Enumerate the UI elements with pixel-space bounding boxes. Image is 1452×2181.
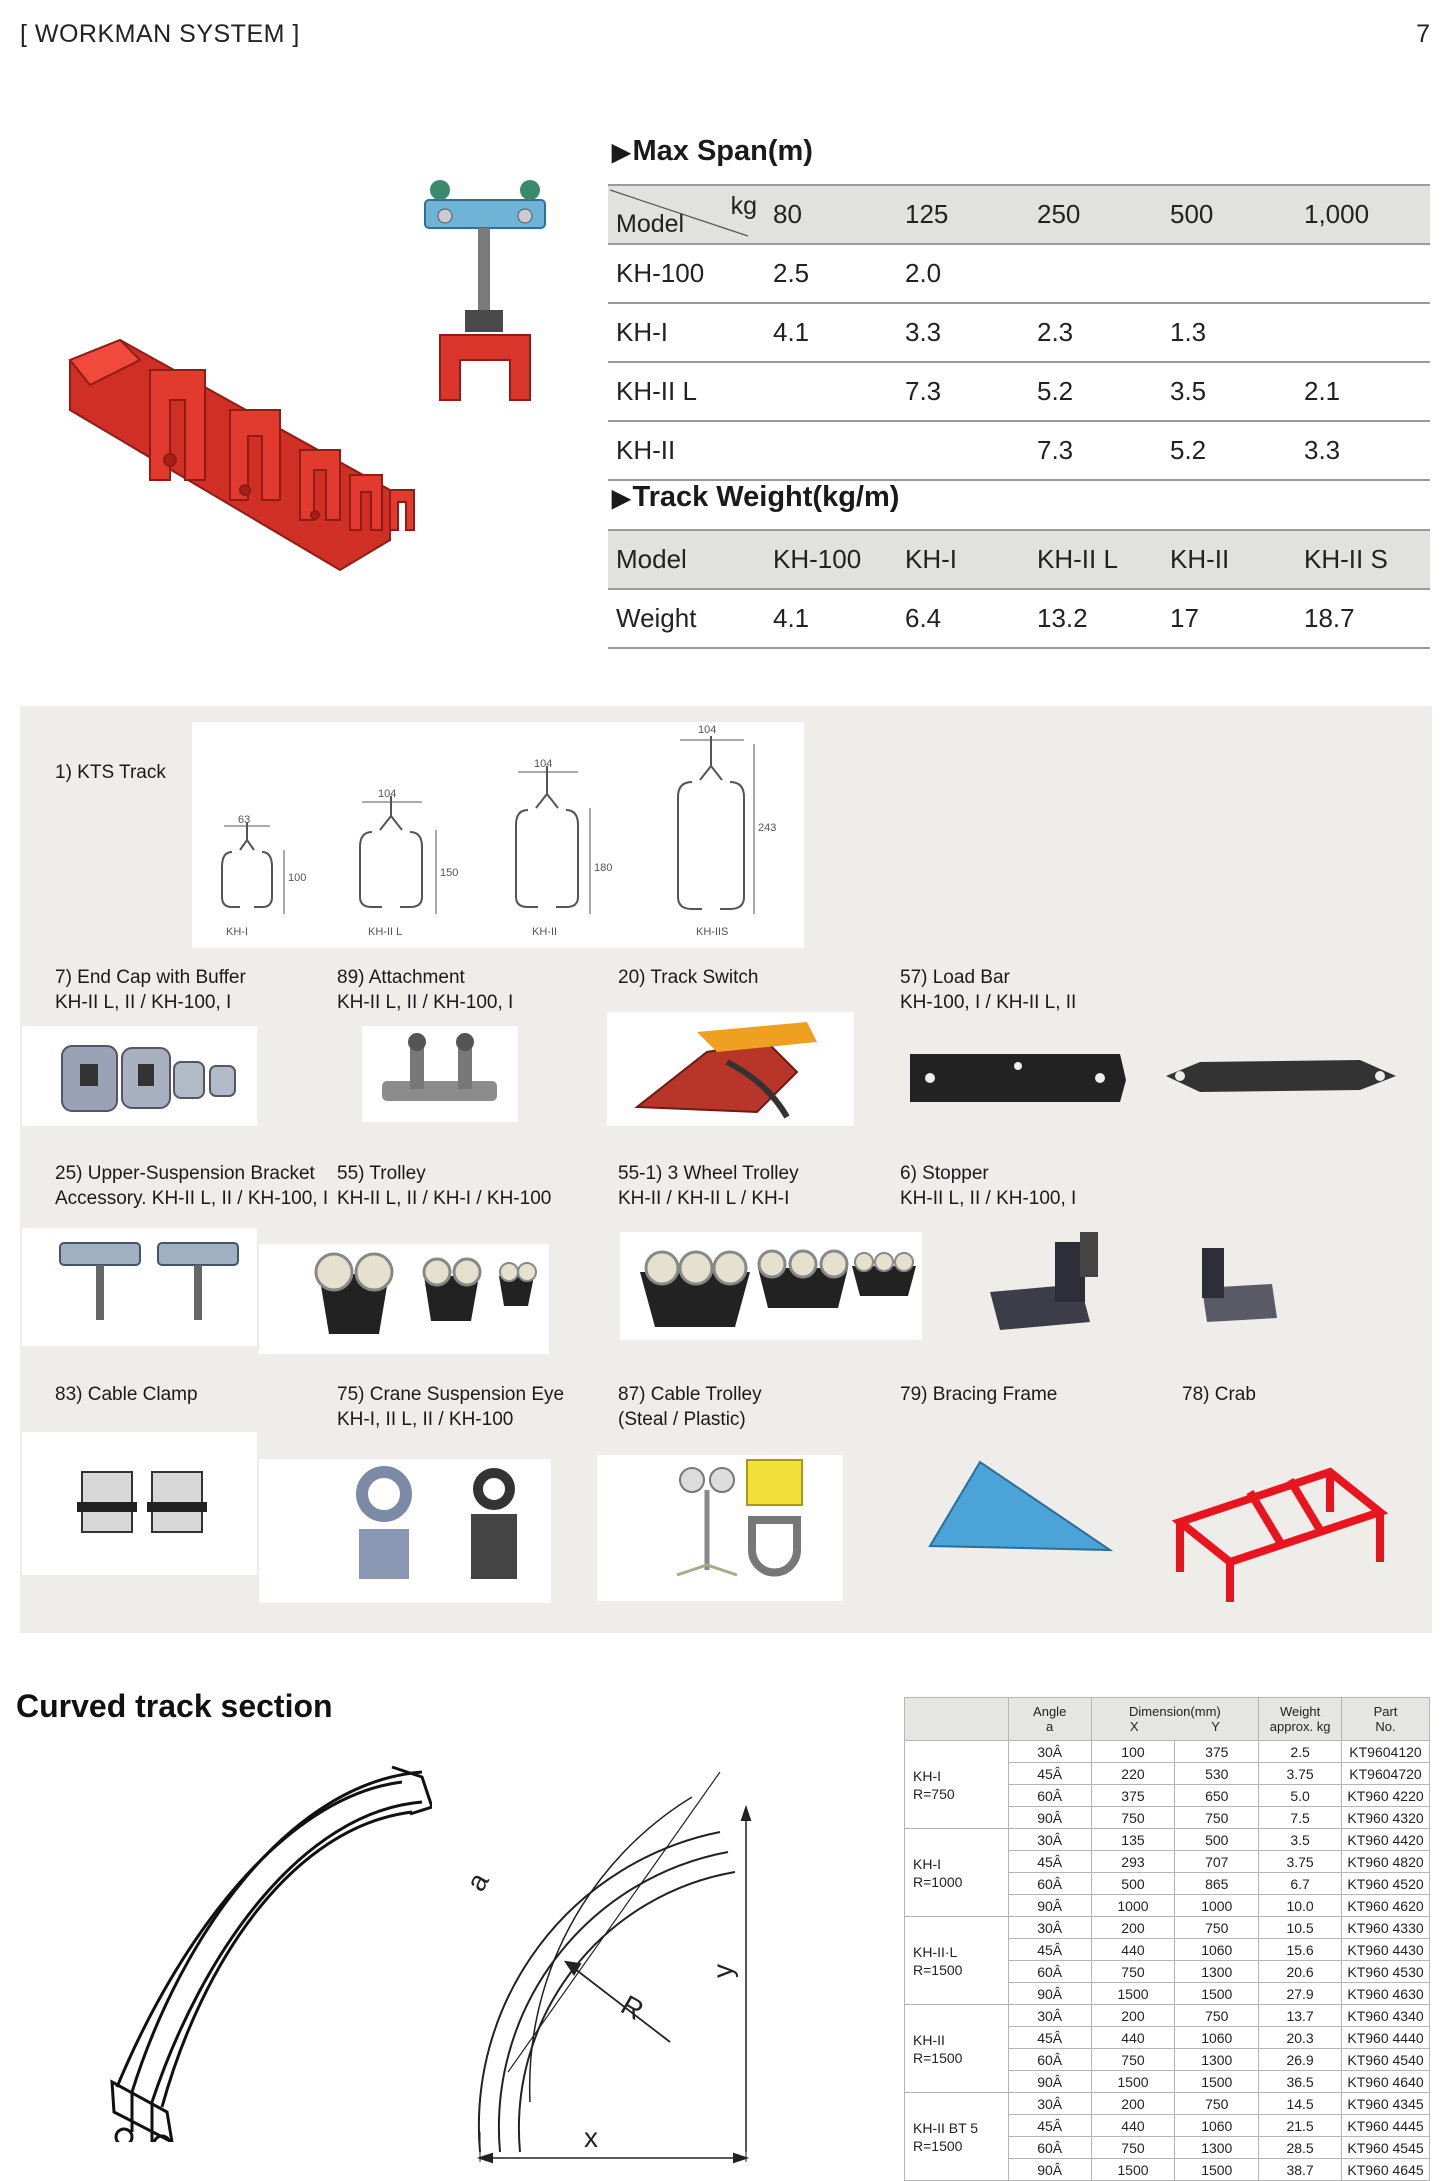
load-header: 250 — [1029, 185, 1162, 244]
cable-trolley-caption: 87) Cable Trolley (Steal / Plastic) — [618, 1384, 762, 1430]
curve-row — [905, 1829, 1430, 1851]
profile-width: 104 — [698, 724, 717, 736]
crane-suspension-eye-photo — [259, 1459, 551, 1603]
curve-cell: 200 — [1091, 2005, 1175, 2027]
curve-cell: 30Â — [1008, 1917, 1091, 1939]
curve-cell: 1000 — [1175, 1895, 1259, 1917]
three-wheel-trolley-caption: 55-1) 3 Wheel Trolley KH-II / KH-II L / KH-I — [618, 1163, 799, 1209]
curve-cell: 3.75 — [1259, 1851, 1342, 1873]
curve-cell: 707 — [1175, 1851, 1259, 1873]
load-bar-photo-2 — [1160, 1046, 1400, 1106]
curve-cell: KT960 4430 — [1342, 1939, 1430, 1961]
curve-cell: KT960 4540 — [1342, 2049, 1430, 2071]
load-header: 1,000 — [1296, 185, 1430, 244]
kts-profiles-drawing — [192, 722, 804, 948]
curve-cell: 2.5 — [1259, 1741, 1342, 1763]
curve-cell: 135 — [1091, 1829, 1175, 1851]
curve-cell: 15.6 — [1259, 1939, 1342, 1961]
track-weight-row: Weight 4.1 6.4 13.2 17 18.7 — [608, 589, 1430, 648]
curve-cell: 14.5 — [1259, 2093, 1342, 2115]
curve-cell: 750 — [1175, 2005, 1259, 2027]
curve-cell: 530 — [1175, 1763, 1259, 1785]
curve-cell: 13.7 — [1259, 2005, 1342, 2027]
curve-cell: 440 — [1091, 2115, 1175, 2137]
curve-cell: KT9604120 — [1342, 1741, 1430, 1763]
curved-section-title: Curved track section — [16, 1688, 333, 1724]
load-header: 500 — [1162, 185, 1296, 244]
curve-cell: KT960 4320 — [1342, 1807, 1430, 1829]
max-span-table — [608, 184, 1430, 481]
curve-cell: 45Â — [1008, 1851, 1091, 1873]
curve-cell: 1500 — [1175, 2159, 1259, 2181]
curved-track-geometry-diagram — [470, 1752, 770, 2172]
curve-cell: 45Â — [1008, 1763, 1091, 1785]
cable-clamp-photo — [22, 1432, 257, 1575]
curve-cell: 1060 — [1175, 2027, 1259, 2049]
label-R: R — [615, 1989, 649, 2027]
track-weight-table — [608, 529, 1430, 649]
max-span-row: KH-II L 7.3 5.2 3.5 2.1 — [608, 362, 1430, 421]
curve-cell: 1300 — [1175, 2049, 1259, 2071]
curve-cell: 38.7 — [1259, 2159, 1342, 2181]
curve-group-label: KH-II BT 5 R=1500 — [905, 2093, 1009, 2181]
curve-cell: 30Â — [1008, 1829, 1091, 1851]
curve-cell: 60Â — [1008, 2049, 1091, 2071]
max-span-title: ▶Max Span(m) — [612, 135, 813, 167]
curve-cell: 20.6 — [1259, 1961, 1342, 1983]
bracing-frame-photo — [920, 1456, 1120, 1556]
load-bar-caption: 57) Load Bar KH-100, I / KH-II L, II — [900, 967, 1077, 1013]
model-cell: KH-I — [608, 303, 765, 362]
curve-cell: 10.5 — [1259, 1917, 1342, 1939]
curve-cell: KT960 4440 — [1342, 2027, 1430, 2049]
profile-width: 104 — [534, 758, 553, 770]
curve-cell: KT960 4640 — [1342, 2071, 1430, 2093]
profile-width: 63 — [238, 814, 251, 826]
stopper-photo-1 — [970, 1222, 1120, 1340]
curve-cell: 1500 — [1091, 2071, 1175, 2093]
curve-cell: 750 — [1091, 1961, 1175, 1983]
curve-cell: 500 — [1091, 1873, 1175, 1895]
brand-header: [ WORKMAN SYSTEM ] — [20, 20, 300, 48]
track-switch-caption: 20) Track Switch — [618, 967, 759, 988]
curve-cell: 60Â — [1008, 1961, 1091, 1983]
profile-height: 100 — [288, 872, 307, 884]
profile-height: 150 — [440, 867, 459, 879]
curve-group-label: KH-II·L R=1500 — [905, 1917, 1009, 2005]
curve-cell: 750 — [1175, 1807, 1259, 1829]
curve-cell: 36.5 — [1259, 2071, 1342, 2093]
load-header: 125 — [897, 185, 1029, 244]
curve-cell: KT960 4420 — [1342, 1829, 1430, 1851]
curve-cell: 1500 — [1091, 2159, 1175, 2181]
curve-row — [905, 2005, 1430, 2027]
curve-cell: 5.0 — [1259, 1785, 1342, 1807]
upper-suspension-caption: 25) Upper-Suspension Bracket Accessory. KH-II L, II / KH-100, I — [55, 1163, 329, 1209]
curve-cell: 865 — [1175, 1873, 1259, 1895]
profile-label: KH-II L — [368, 926, 403, 938]
curve-cell: 1060 — [1175, 2115, 1259, 2137]
profile-height: 243 — [758, 822, 777, 834]
stopper-photo-2 — [1182, 1228, 1292, 1338]
attachment-photo — [362, 1026, 518, 1122]
load-header: 80 — [765, 185, 897, 244]
curve-cell: 1500 — [1175, 1983, 1259, 2005]
label-a: a — [460, 1867, 495, 1897]
crab-caption: 78) Crab — [1182, 1384, 1256, 1405]
cable-clamp-caption: 83) Cable Clamp — [55, 1384, 198, 1405]
curve-cell: KT960 4345 — [1342, 2093, 1430, 2115]
curve-cell: 750 — [1175, 2093, 1259, 2115]
trolley-photo — [259, 1244, 549, 1354]
curve-cell: 90Â — [1008, 2071, 1091, 2093]
crane-suspension-eye-caption: 75) Crane Suspension Eye KH-I, II L, II / KH-100 — [337, 1384, 565, 1430]
model-kg-corner-cell: kg Model — [608, 185, 765, 244]
curve-cell: KT960 4620 — [1342, 1895, 1430, 1917]
curve-cell: 7.5 — [1259, 1807, 1342, 1829]
curve-cell: 750 — [1091, 1807, 1175, 1829]
bracing-frame-caption: 79) Bracing Frame — [900, 1384, 1058, 1405]
curve-cell: 60Â — [1008, 1785, 1091, 1807]
kts-track-label: 1) KTS Track — [55, 762, 166, 783]
curve-cell: 440 — [1091, 1939, 1175, 1961]
max-span-row: KH-100 2.5 2.0 — [608, 244, 1430, 303]
curve-cell: 10.0 — [1259, 1895, 1342, 1917]
curve-header-row: Angle a Dimension(mm) X Y Weight approx. kg Part No. — [905, 1698, 1430, 1741]
track-product-photo — [60, 170, 580, 610]
curve-cell: 1300 — [1175, 2137, 1259, 2159]
curve-cell: 90Â — [1008, 1895, 1091, 1917]
track-sections-illustration — [70, 340, 414, 570]
upper-suspension-photo — [22, 1228, 257, 1346]
crab-photo — [1160, 1452, 1390, 1612]
curved-track-3d-drawing — [92, 1752, 432, 2142]
curve-cell: 26.9 — [1259, 2049, 1342, 2071]
curve-cell: KT9604720 — [1342, 1763, 1430, 1785]
curve-cell: KT960 4630 — [1342, 1983, 1430, 2005]
curve-cell: 1000 — [1091, 1895, 1175, 1917]
curve-group-label: KH-II R=1500 — [905, 2005, 1009, 2093]
curve-group-label: KH-I R=1000 — [905, 1829, 1009, 1917]
model-cell: KH-II — [608, 421, 765, 480]
curve-cell: 45Â — [1008, 1939, 1091, 1961]
label-x: x — [584, 2122, 598, 2153]
model-cell: KH-II L — [608, 362, 765, 421]
curve-cell: KT960 4520 — [1342, 1873, 1430, 1895]
curve-cell: 500 — [1175, 1829, 1259, 1851]
curved-track-table — [904, 1697, 1430, 2181]
curve-cell: KT960 4645 — [1342, 2159, 1430, 2181]
curve-cell: 27.9 — [1259, 1983, 1342, 2005]
curve-cell: 90Â — [1008, 2159, 1091, 2181]
track-weight-header-row: Model KH-100 KH-I KH-II L KH-II KH-II S — [608, 530, 1430, 589]
trolley-illustration — [425, 180, 545, 400]
curve-cell: 6.7 — [1259, 1873, 1342, 1895]
max-span-row: KH-I 4.1 3.3 2.3 1.3 — [608, 303, 1430, 362]
curve-cell: 375 — [1091, 1785, 1175, 1807]
curve-cell: 750 — [1175, 1917, 1259, 1939]
label-y: y — [707, 1964, 738, 1978]
curve-cell: KT960 4220 — [1342, 1785, 1430, 1807]
profile-height: 180 — [594, 862, 613, 874]
curve-row — [905, 2093, 1430, 2115]
curve-cell: KT960 4445 — [1342, 2115, 1430, 2137]
page-number: 7 — [1416, 20, 1430, 48]
curve-cell: KT960 4330 — [1342, 1917, 1430, 1939]
profile-label: KH-I — [226, 926, 248, 938]
curve-cell: 220 — [1091, 1763, 1175, 1785]
curve-cell: 200 — [1091, 1917, 1175, 1939]
end-cap-caption: 7) End Cap with Buffer KH-II L, II / KH-100, I — [55, 967, 246, 1013]
curve-cell: 3.75 — [1259, 1763, 1342, 1785]
profile-label: KH-II — [532, 926, 558, 938]
curve-cell: 30Â — [1008, 1741, 1091, 1763]
curve-cell: 293 — [1091, 1851, 1175, 1873]
curve-cell: 750 — [1091, 2049, 1175, 2071]
curve-cell: 1300 — [1175, 1961, 1259, 1983]
trolley-caption: 55) Trolley KH-II L, II / KH-I / KH-100 — [337, 1163, 552, 1209]
stopper-caption: 6) Stopper KH-II L, II / KH-100, I — [900, 1163, 1077, 1209]
curve-cell: 20.3 — [1259, 2027, 1342, 2049]
curve-cell: KT960 4340 — [1342, 2005, 1430, 2027]
load-bar-photo-1 — [900, 1040, 1136, 1116]
curve-row — [905, 1741, 1430, 1763]
three-wheel-trolley-photo — [620, 1232, 922, 1340]
model-cell: KH-100 — [608, 244, 765, 303]
curve-cell: KT960 4820 — [1342, 1851, 1430, 1873]
curve-cell: 60Â — [1008, 2137, 1091, 2159]
curve-row — [905, 1917, 1430, 1939]
curve-cell: 1500 — [1091, 1983, 1175, 2005]
curve-cell: 650 — [1175, 1785, 1259, 1807]
curve-cell: 28.5 — [1259, 2137, 1342, 2159]
curve-cell: 3.5 — [1259, 1829, 1342, 1851]
end-cap-photo — [22, 1026, 257, 1126]
attachment-caption: 89) Attachment KH-II L, II / KH-100, I — [337, 967, 514, 1013]
curve-cell: KT960 4530 — [1342, 1961, 1430, 1983]
curve-cell: 21.5 — [1259, 2115, 1342, 2137]
curve-cell: 375 — [1175, 1741, 1259, 1763]
curve-cell: 45Â — [1008, 2027, 1091, 2049]
curve-cell: 750 — [1091, 2137, 1175, 2159]
curve-cell: 90Â — [1008, 1807, 1091, 1829]
max-span-header-row — [608, 185, 1430, 244]
curve-cell: 30Â — [1008, 2005, 1091, 2027]
cable-trolley-photo — [597, 1455, 843, 1601]
curve-cell: 440 — [1091, 2027, 1175, 2049]
curve-cell: 60Â — [1008, 1873, 1091, 1895]
curve-cell: 90Â — [1008, 1983, 1091, 2005]
curve-cell: 30Â — [1008, 2093, 1091, 2115]
curve-cell: 45Â — [1008, 2115, 1091, 2137]
curve-cell: 1060 — [1175, 1939, 1259, 1961]
curve-cell: 200 — [1091, 2093, 1175, 2115]
curve-cell: 100 — [1091, 1741, 1175, 1763]
profile-label: KH-IIS — [696, 926, 729, 938]
track-switch-photo — [607, 1012, 854, 1126]
track-weight-title: ▶Track Weight(kg/m) — [612, 481, 900, 513]
profile-width: 104 — [378, 788, 397, 800]
curve-group-label: KH-I R=750 — [905, 1741, 1009, 1829]
max-span-row: KH-II 7.3 5.2 3.3 — [608, 421, 1430, 480]
curve-cell: KT960 4545 — [1342, 2137, 1430, 2159]
curve-cell: 1500 — [1175, 2071, 1259, 2093]
